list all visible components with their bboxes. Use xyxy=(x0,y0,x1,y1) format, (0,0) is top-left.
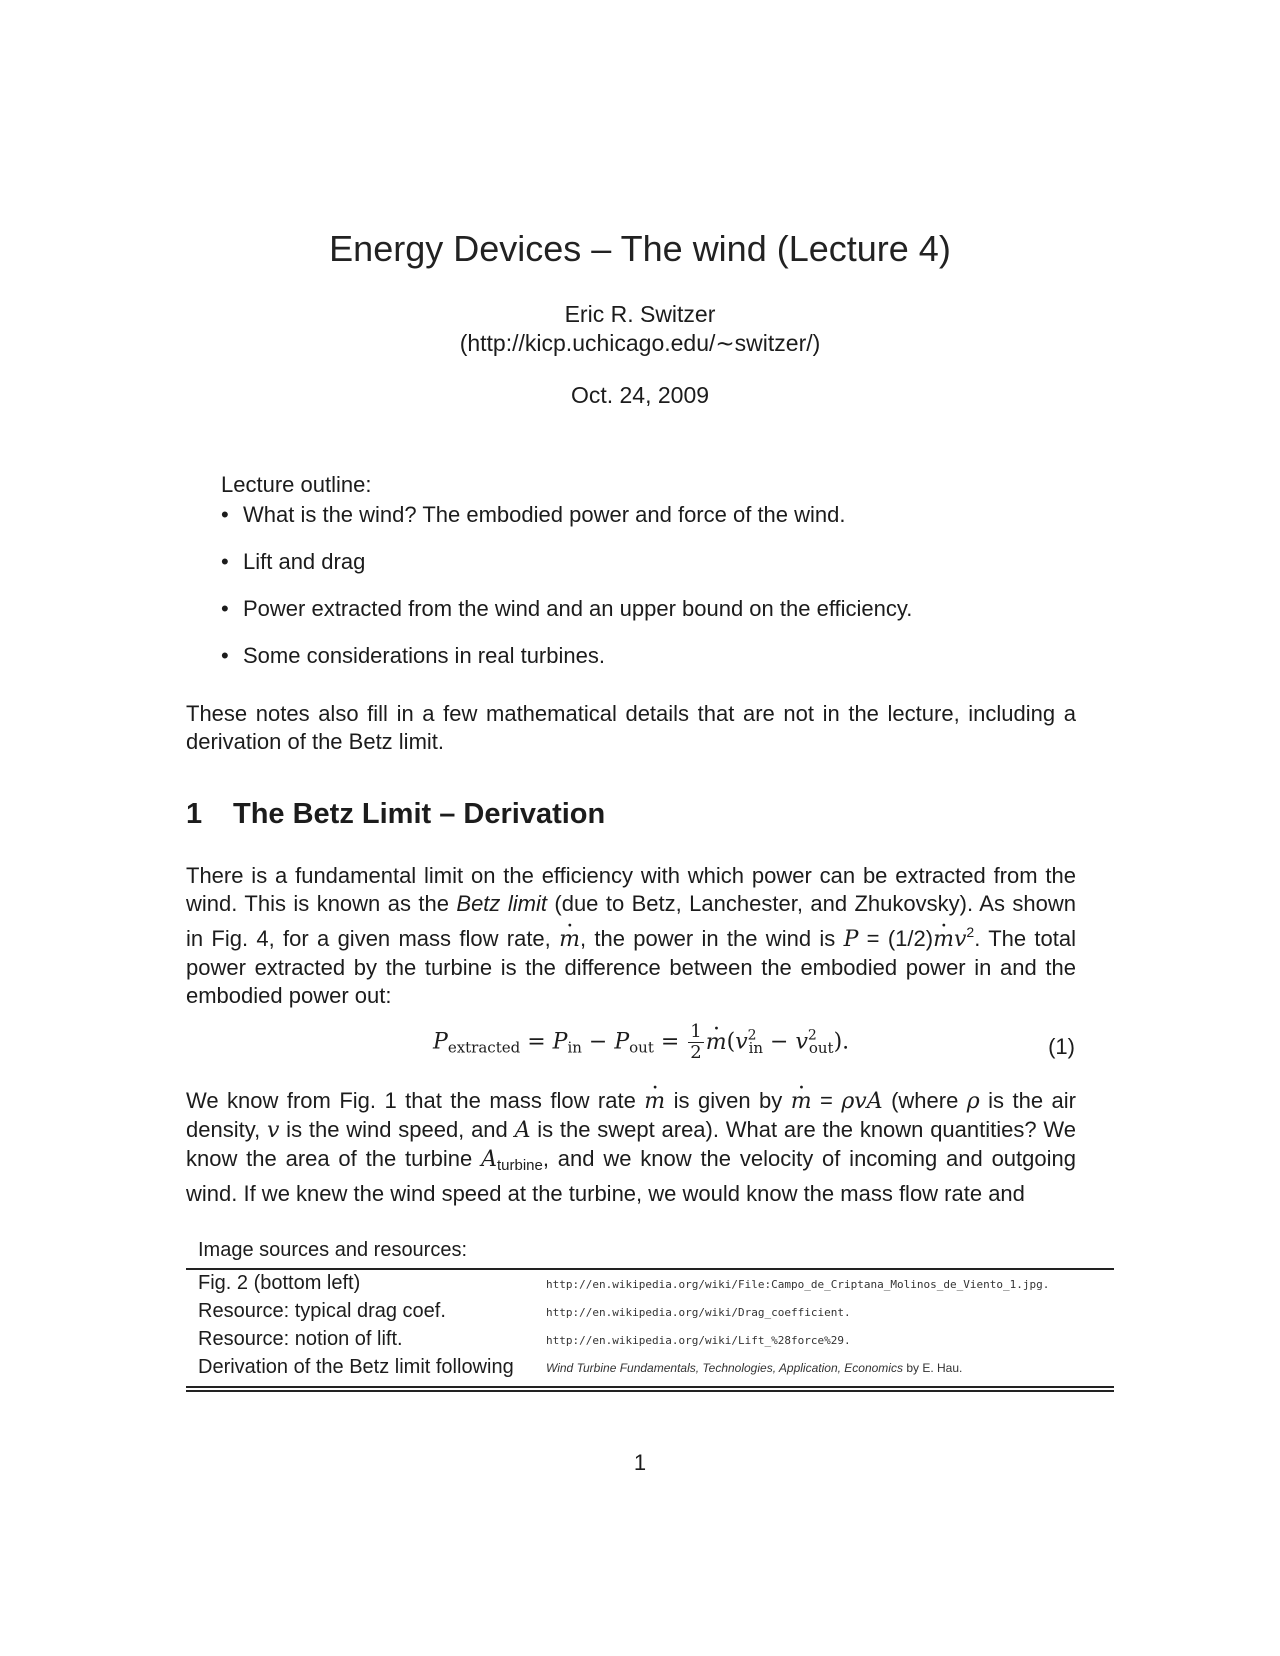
source-row xyxy=(198,1300,1114,1328)
paper-title: Energy Devices – The wind (Lecture 4) xyxy=(329,228,951,269)
page-number: 1 xyxy=(633,1450,647,1475)
source-link[interactable]: http://en.wikipedia.org/wiki/Lift_%28force%29. xyxy=(546,1334,851,1347)
source-label: Derivation of the Betz limit following xyxy=(198,1356,514,1378)
source-link[interactable]: http://en.wikipedia.org/wiki/Drag_coefficient. xyxy=(546,1306,851,1319)
equation-number: (1) xyxy=(1048,1034,1075,1059)
fraction-half: $\frac{1}{2}$ xyxy=(690,1021,702,1063)
source-row xyxy=(198,1356,1114,1384)
source-link[interactable]: http://en.wikipedia.org/wiki/File:Campo_de_Criptana_Molinos_de_Viento_1.jpg. xyxy=(546,1278,1050,1291)
source-row xyxy=(198,1328,1114,1356)
source-label: Resource: notion of lift. xyxy=(198,1328,403,1350)
betz-paragraph-1: There is a fundamental limit on the efficiency with which power can be extracted from the wind. This is known as the Betz limit (due to Betz, Lanchester, and Zhukovsky). As shown in Fig. 4, for a given mass flow rate, m ·, the power in the wind is $P = (1/2)m \cdot v^2$. The total power extracted by the turbine is the difference between the embodied power in and the embodied power out: xyxy=(186,862,1076,1010)
source-reference: Wind Turbine Fundamentals, Technologies, Application, Economics by E. Hau. xyxy=(546,1361,963,1375)
betz-paragraph-2: We know from Fig. 1 that the mass flow rate m · is given by m · = ρvA (where ρ is the air density, v is the wind speed, and A is the swept area). What are the known quantities? We know the area of the turbine $A_{turbine}$, and we know the velocity of incoming and outgoing wind. If we knew the wind speed at the turbine, we would know the mass flow rate and xyxy=(186,1087,1076,1208)
outline-item: • Lift and drag xyxy=(221,547,912,594)
section-heading xyxy=(186,798,605,831)
source-row xyxy=(198,1272,1114,1300)
paper-date: Oct. 24, 2009 xyxy=(570,382,710,408)
table-top-rule xyxy=(186,1268,1114,1270)
outline-list xyxy=(221,500,912,688)
outline-item: • What is the wind? The embodied power and force of the wind. xyxy=(221,500,912,547)
author-name: Eric R. Switzer xyxy=(564,301,716,327)
outline-item: • Power extracted from the wind and an upper bound on the efficiency. xyxy=(221,594,912,641)
author-url: (http://kicp.uchicago.edu/∼switzer/) xyxy=(459,330,821,356)
outline-heading: Lecture outline: xyxy=(221,472,372,497)
section-number: 1 xyxy=(186,798,203,830)
table-bottom-rule xyxy=(186,1386,1114,1388)
source-label: Resource: typical drag coef. xyxy=(198,1300,446,1322)
sources-heading: Image sources and resources: xyxy=(198,1239,468,1261)
section-title: The Betz Limit – Derivation xyxy=(233,798,606,830)
table-bottom-rule xyxy=(186,1390,1114,1392)
equation-1: $P_{extracted} = P_{in} - P_{out}$ = $\frac{1}{2}$ $m \cdot(v^2_{in} - v^2_{out})$. xyxy=(433,1022,849,1063)
source-label: Fig. 2 (bottom left) xyxy=(198,1272,361,1294)
notes-paragraph: These notes also fill in a few mathematical details that are not in the lecture, including a derivation of the Betz limit. xyxy=(186,701,1076,754)
outline-item: • Some considerations in real turbines. xyxy=(221,641,912,688)
